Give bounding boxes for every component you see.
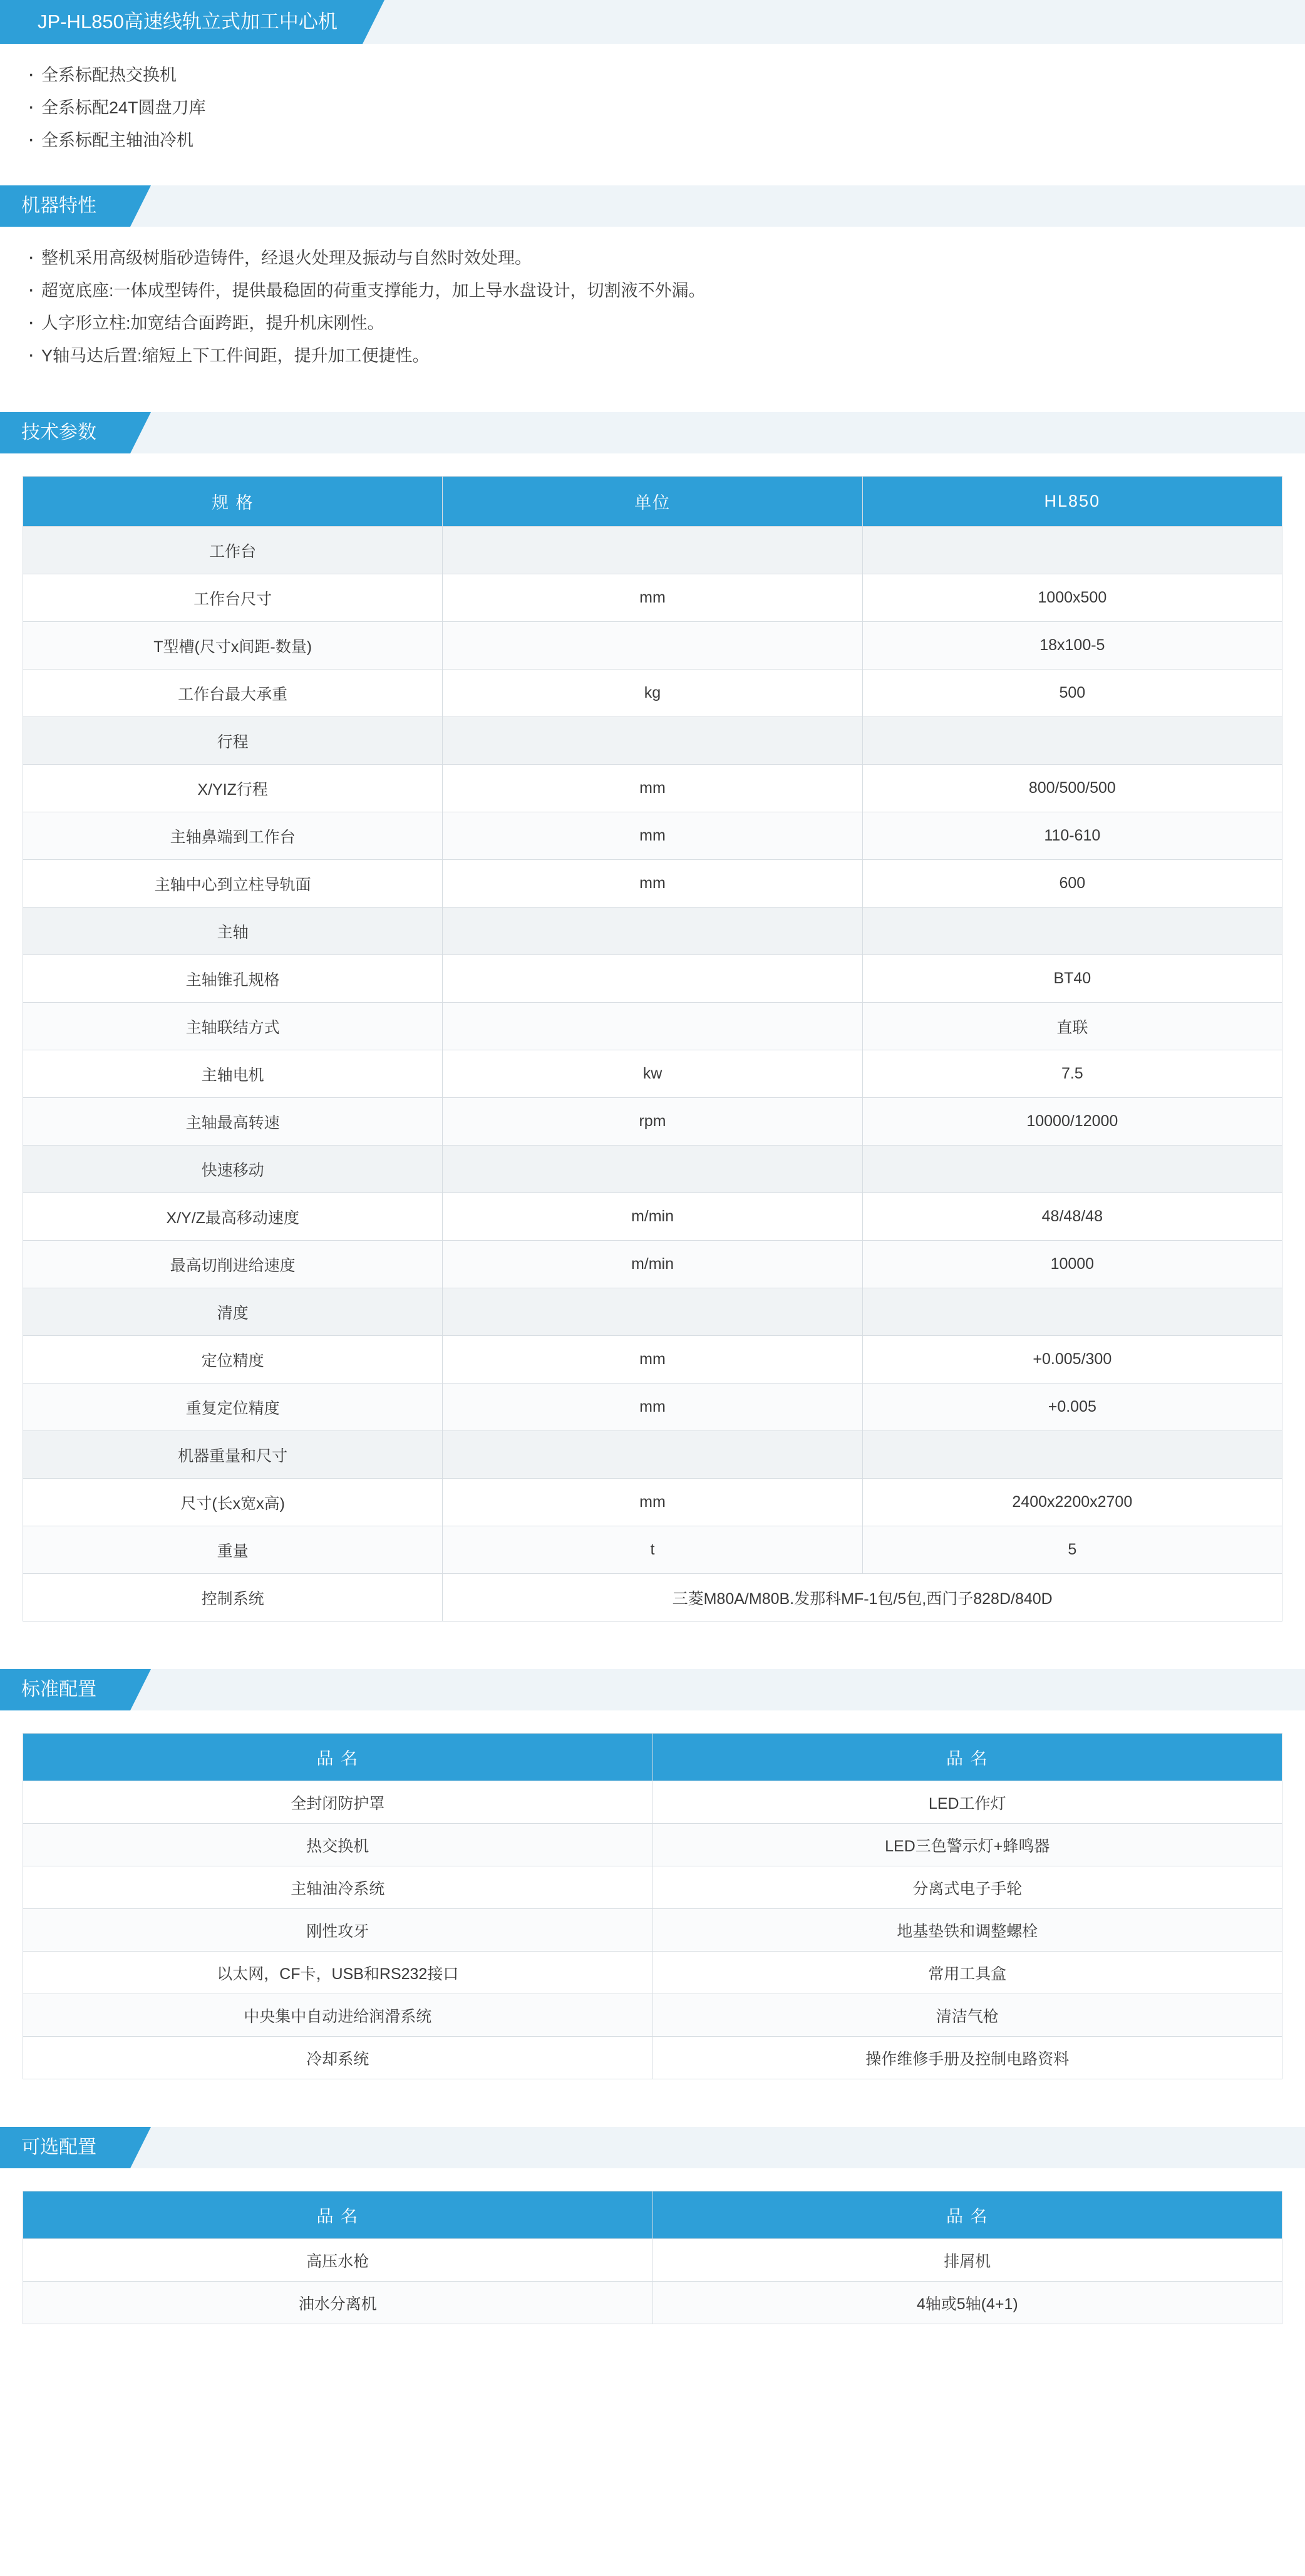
spec-value (862, 717, 1282, 765)
column-header-model: HL850 (862, 477, 1282, 527)
spec-unit: mm (443, 1336, 862, 1384)
spec-value: 18x100-5 (862, 622, 1282, 670)
spec-unit: mm (443, 574, 862, 622)
standard-config-table-wrapper (0, 1733, 1305, 2079)
spec-value: 直联 (862, 1003, 1282, 1050)
config-item: 以太网，CF卡，USB和RS232接口 (23, 1952, 653, 1994)
spec-value: 48/48/48 (862, 1193, 1282, 1241)
spec-name: 重复定位精度 (23, 1384, 443, 1431)
spec-value: 10000/12000 (862, 1098, 1282, 1146)
column-header-item-left: 品 名 (23, 2191, 653, 2239)
spec-value (862, 1431, 1282, 1479)
spec-name: 尺寸(长x宽x高) (23, 1479, 443, 1526)
spec-name: 主轴鼻端到工作台 (23, 812, 443, 860)
spec-name: 主轴中心到立柱导轨面 (23, 860, 443, 908)
config-item: 油水分离机 (23, 2282, 653, 2324)
config-item: 排屑机 (652, 2239, 1282, 2282)
list-item: · 人字形立柱:加宽结合面跨距，提升机床刚性。 (25, 307, 1280, 339)
table-row (23, 1574, 1282, 1622)
section-header-standard-config (0, 1669, 1305, 1710)
spec-unit (443, 955, 862, 1003)
table-row (23, 2037, 1282, 2079)
config-item: 分离式电子手轮 (652, 1866, 1282, 1909)
spec-unit: rpm (443, 1098, 862, 1146)
spec-unit: m/min (443, 1193, 862, 1241)
table-row (23, 2282, 1282, 2324)
optional-config-table-wrapper (0, 2191, 1305, 2324)
table-row (23, 1003, 1282, 1050)
spec-value: 110-610 (862, 812, 1282, 860)
spec-name: 工作台 (23, 527, 443, 574)
section-header-specs (0, 412, 1305, 453)
spec-unit (443, 717, 862, 765)
table-row (23, 670, 1282, 717)
spec-value: 500 (862, 670, 1282, 717)
column-header-item-right: 品 名 (652, 1734, 1282, 1781)
spec-unit: kw (443, 1050, 862, 1098)
section-header-features (0, 185, 1305, 227)
section-title: 技术参数 (0, 412, 130, 453)
table-row (23, 1050, 1282, 1098)
section-title: 标准配置 (0, 1669, 130, 1710)
table-row (23, 1431, 1282, 1479)
list-item: · 全系标配24T圆盘刀库 (25, 91, 1280, 124)
optional-config-table (23, 2191, 1282, 2324)
spec-table-body (23, 527, 1282, 1622)
table-header-row (23, 477, 1282, 527)
spec-unit (443, 1146, 862, 1193)
list-item: · 超宽底座:一体成型铸件，提供最稳固的荷重支撑能力，加上导水盘设计，切割液不外漏。 (25, 274, 1280, 307)
spec-value (862, 908, 1282, 955)
spec-unit: t (443, 1526, 862, 1574)
config-item: 主轴油冷系统 (23, 1866, 653, 1909)
table-row (23, 1241, 1282, 1288)
intro-bullet-list (0, 44, 1305, 163)
spec-name: 清度 (23, 1288, 443, 1336)
spec-value: 600 (862, 860, 1282, 908)
spec-value: +0.005/300 (862, 1336, 1282, 1384)
section-title: 可选配置 (0, 2127, 130, 2168)
config-item: 操作维修手册及控制电路资料 (652, 2037, 1282, 2079)
table-row (23, 765, 1282, 812)
table-header-row (23, 1734, 1282, 1781)
section-header-optional-config (0, 2127, 1305, 2168)
spec-unit: mm (443, 1479, 862, 1526)
table-row (23, 527, 1282, 574)
spec-unit: mm (443, 860, 862, 908)
config-item: 地基垫铁和调整螺栓 (652, 1909, 1282, 1952)
spec-value: +0.005 (862, 1384, 1282, 1431)
spec-unit (443, 908, 862, 955)
table-row (23, 1336, 1282, 1384)
spec-value: 2400x2200x2700 (862, 1479, 1282, 1526)
table-row (23, 574, 1282, 622)
column-header-unit: 单位 (443, 477, 862, 527)
spec-table (23, 476, 1282, 1622)
section-title: 机器特性 (0, 185, 130, 227)
page-title: JP-HL850高速线轨立式加工中心机 (0, 0, 363, 44)
spec-name: X/YIZ行程 (23, 765, 443, 812)
config-item: 清洁气枪 (652, 1994, 1282, 2037)
config-item: 高压水枪 (23, 2239, 653, 2282)
spec-value: 800/500/500 (862, 765, 1282, 812)
standard-config-body (23, 1781, 1282, 2079)
table-row (23, 1824, 1282, 1866)
table-row (23, 1781, 1282, 1824)
standard-config-table (23, 1733, 1282, 2079)
feature-bullet-list (0, 227, 1305, 378)
table-row (23, 1952, 1282, 1994)
table-row (23, 2239, 1282, 2282)
spec-name: 最高切削进给速度 (23, 1241, 443, 1288)
spec-name: 主轴电机 (23, 1050, 443, 1098)
spec-name: 主轴最高转速 (23, 1098, 443, 1146)
column-header-item-left: 品 名 (23, 1734, 653, 1781)
table-row (23, 622, 1282, 670)
spec-value (862, 1146, 1282, 1193)
spec-unit (443, 527, 862, 574)
spec-name: 重量 (23, 1526, 443, 1574)
list-item: · 全系标配热交换机 (25, 59, 1280, 91)
table-row (23, 1866, 1282, 1909)
spec-unit (443, 1288, 862, 1336)
config-item: LED三色警示灯+蜂鸣器 (652, 1824, 1282, 1866)
table-row (23, 908, 1282, 955)
spec-value: 10000 (862, 1241, 1282, 1288)
spec-name: 主轴联结方式 (23, 1003, 443, 1050)
spec-unit: mm (443, 812, 862, 860)
config-item: 中央集中自动进给润滑系统 (23, 1994, 653, 2037)
spec-name: 定位精度 (23, 1336, 443, 1384)
spec-value (862, 1288, 1282, 1336)
config-item: 热交换机 (23, 1824, 653, 1866)
spec-unit (443, 1003, 862, 1050)
table-row (23, 1384, 1282, 1431)
spec-unit: kg (443, 670, 862, 717)
product-title-banner (0, 0, 1305, 44)
spec-value: 5 (862, 1526, 1282, 1574)
spec-name: 工作台尺寸 (23, 574, 443, 622)
config-item: 刚性攻牙 (23, 1909, 653, 1952)
table-row (23, 1479, 1282, 1526)
list-item: · 整机采用高级树脂砂造铸件，经退火处理及振动与自然时效处理。 (25, 242, 1280, 274)
spec-name: 工作台最大承重 (23, 670, 443, 717)
table-row (23, 1909, 1282, 1952)
spec-name: 主轴 (23, 908, 443, 955)
spec-unit: mm (443, 1384, 862, 1431)
spec-table-wrapper (0, 476, 1305, 1622)
table-header-row (23, 2191, 1282, 2239)
table-row (23, 1098, 1282, 1146)
table-row (23, 860, 1282, 908)
list-item: · Y轴马达后置:缩短上下工件间距，提升加工便捷性。 (25, 339, 1280, 372)
spec-name: 快速移动 (23, 1146, 443, 1193)
spec-name: 行程 (23, 717, 443, 765)
optional-config-body (23, 2239, 1282, 2324)
spec-name: 控制系统 (23, 1574, 443, 1622)
spec-name: 主轴锥孔规格 (23, 955, 443, 1003)
spec-value: 7.5 (862, 1050, 1282, 1098)
spec-value: 三菱M80A/M80B.发那科MF-1包/5包,西门子828D/840D (443, 1574, 1282, 1622)
spec-unit (443, 1431, 862, 1479)
spec-value (862, 527, 1282, 574)
table-row (23, 1526, 1282, 1574)
spec-unit: mm (443, 765, 862, 812)
table-row (23, 955, 1282, 1003)
config-item: LED工作灯 (652, 1781, 1282, 1824)
list-item: · 全系标配主轴油冷机 (25, 124, 1280, 157)
table-row (23, 1994, 1282, 2037)
spec-value: 1000x500 (862, 574, 1282, 622)
config-item: 4轴或5轴(4+1) (652, 2282, 1282, 2324)
column-header-spec: 规 格 (23, 477, 443, 527)
config-item: 常用工具盒 (652, 1952, 1282, 1994)
table-row (23, 812, 1282, 860)
column-header-item-right: 品 名 (652, 2191, 1282, 2239)
table-row (23, 1288, 1282, 1336)
config-item: 全封闭防护罩 (23, 1781, 653, 1824)
spec-unit: m/min (443, 1241, 862, 1288)
table-row (23, 717, 1282, 765)
config-item: 冷却系统 (23, 2037, 653, 2079)
spec-name: X/Y/Z最高移动速度 (23, 1193, 443, 1241)
spec-name: 机器重量和尺寸 (23, 1431, 443, 1479)
spec-value: BT40 (862, 955, 1282, 1003)
spec-name: T型槽(尺寸x间距-数量) (23, 622, 443, 670)
spec-unit (443, 622, 862, 670)
table-row (23, 1193, 1282, 1241)
table-row (23, 1146, 1282, 1193)
